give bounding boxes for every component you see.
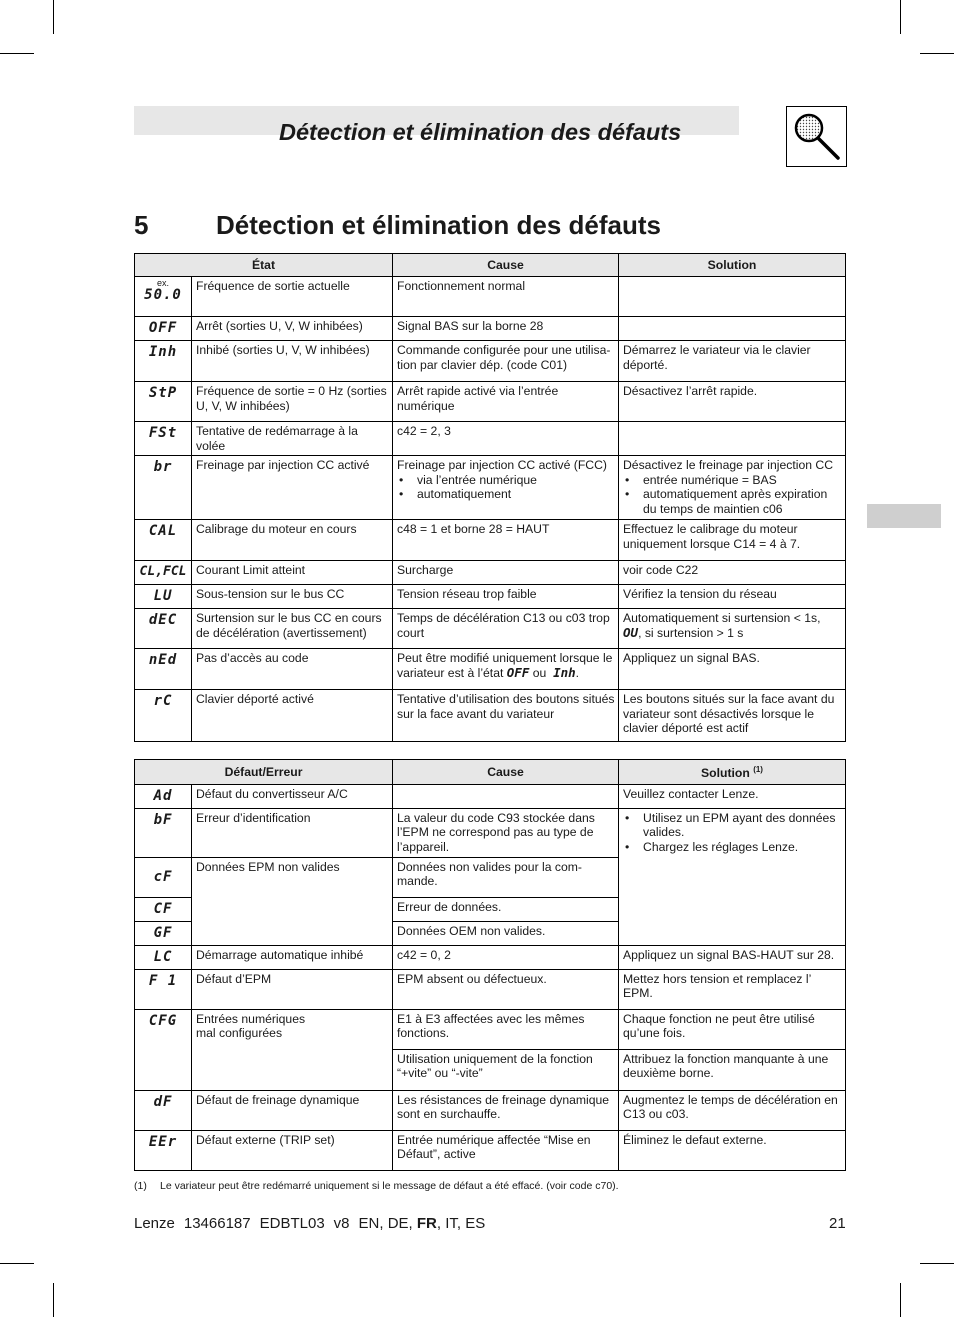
chapter-tab: [867, 504, 941, 528]
table-row: [135, 1090, 846, 1130]
table-row: [135, 649, 846, 690]
table-row: [135, 520, 846, 561]
cause-cell: Temps de décélération C13 ou c03 trop court: [393, 609, 619, 649]
list-item: • Chargez les réglages Lenze.: [623, 840, 842, 855]
table-row: [135, 808, 846, 857]
cause-cell: Tentative d’utilisation des boutons situés sur la face avant du variateur: [393, 690, 619, 742]
solution-cell: Éliminez le defaut externe.: [619, 1130, 846, 1170]
footer-languages-rest: , IT, ES: [436, 1215, 486, 1232]
solution-cell: Les boutons situés sur la face avant du variateur sont désactivés lorsque le clavier déporté est actif: [619, 690, 846, 742]
cause-cell: Les résistances de freinage dynamique sont en surchauffe.: [393, 1090, 619, 1130]
section-title: Détection et élimination des défauts: [216, 210, 661, 240]
solution-cell: Effectuez le calibrage du moteur uniquement lorsque C14 = 4 à 7.: [619, 520, 846, 561]
footer-version: v8: [333, 1215, 350, 1232]
display-code: F 1: [148, 972, 178, 989]
display-code: bF: [153, 811, 173, 828]
crop-mark: [0, 1263, 34, 1264]
column-header-solution: Solution $^{(1)}$: [619, 760, 846, 785]
fault-table: [134, 759, 846, 1171]
display-code: nEd: [148, 652, 178, 669]
state-cell: Clavier déporté activé: [192, 690, 393, 742]
table-row: [135, 690, 846, 742]
solution-cell: Attribuez la fonction manquante à une deuxième borne.: [619, 1049, 846, 1090]
solution-cell: Vérifiez la tension du réseau: [619, 585, 846, 609]
state-cell: Fréquence de sortie actuelle: [192, 277, 393, 317]
display-code: OFF: [506, 664, 530, 680]
table-row: [135, 317, 846, 341]
cause-cell: Utilisation uniquement de la fonction “+vite” ou “-vite”: [393, 1049, 619, 1090]
state-cell: Fréquence de sortie = 0 Hz (sorties U, V, W inhibées): [192, 382, 393, 422]
cause-cell: Fonctionnement normal: [393, 277, 619, 317]
cause-cell: Commande configurée pour une utilisa-tion par clavier dép. (code C01): [393, 341, 619, 382]
crop-mark: [920, 53, 954, 54]
solution-cell: Automatiquement si surtension < 1s, OU, si surtension > 1 s: [619, 609, 846, 649]
fault-cell: Entrées numériques mal configurées: [192, 1009, 393, 1090]
column-header-fault: Défaut/Erreur: [135, 760, 393, 785]
cause-cell: Peut être modifié uniquement lorsque le variateur est à l’état OFF ou Inh.: [393, 649, 619, 690]
column-header-cause: Cause: [393, 760, 619, 785]
cause-cell: [393, 456, 619, 520]
magnifier-icon: [786, 106, 847, 167]
running-header-title: Détection et élimination des défauts: [279, 119, 682, 145]
table-row: [135, 456, 846, 520]
table-row: [135, 784, 846, 808]
state-cell: Tentative de redémarrage à la volée: [192, 422, 393, 456]
solution-list: [623, 811, 842, 855]
table-row: [135, 1009, 846, 1049]
display-code: GF: [153, 924, 173, 941]
cause-cell: La valeur du code C93 stockée dans l’EPM ne correspond pas au type de l’appareil.: [393, 808, 619, 857]
list-item: • Utilisez un EPM ayant des données valides.: [623, 811, 842, 840]
cause-cell: c42 = 0, 2: [393, 945, 619, 969]
display-code: OFF: [148, 320, 178, 336]
cause-cell: E1 à E3 affectées avec les mêmes fonctions.: [393, 1009, 619, 1049]
display-code: Ad: [153, 787, 173, 804]
solution-cell: Augmentez le temps de décélération en C13 ou c03.: [619, 1090, 846, 1130]
solution-cell: Chaque fonction ne peut être utilisé qu’une fois.: [619, 1009, 846, 1049]
fault-cell: Erreur d’identification: [192, 808, 393, 857]
section-number: 5: [134, 210, 149, 240]
solution-cell: Appliquez un signal BAS-HAUT sur 28.: [619, 945, 846, 969]
cause-cell: Données OEM non valides.: [393, 921, 619, 945]
list-item: • entrée numérique = BAS: [623, 473, 842, 488]
footer-doc-number: 13466187: [183, 1215, 251, 1232]
state-cell: Surtension sur le bus CC en cours de décélération (avertissement): [192, 609, 393, 649]
table-row: [135, 382, 846, 422]
solution-cell: [619, 277, 846, 317]
display-code: br: [153, 459, 173, 476]
display-code: OU: [623, 624, 639, 640]
cause-cell: Signal BAS sur la borne 28: [393, 317, 619, 341]
state-cell: Sous-tension sur le bus CC: [192, 585, 393, 609]
fault-cell: Démarrage automatique inhibé: [192, 945, 393, 969]
solution-cell: voir code C22: [619, 561, 846, 585]
solution-cell: [619, 808, 846, 945]
crop-mark: [920, 1263, 954, 1264]
fault-cell: Données EPM non valides: [192, 857, 393, 945]
cause-cell: c42 = 2, 3: [393, 422, 619, 456]
state-cell: Freinage par injection CC activé: [192, 456, 393, 520]
cause-heading: Freinage par injection CC activé (FCC): [397, 458, 607, 473]
display-code: CL,FCL: [139, 564, 187, 580]
footer-doc-code: EDBTL03: [259, 1215, 325, 1232]
state-cell: Inhibé (sorties U, V, W inhibées): [192, 341, 393, 382]
list-item: • automatiquement après expiration du temps de maintien c06: [623, 487, 842, 516]
cause-cell: [393, 784, 619, 808]
display-code: CAL: [148, 523, 178, 540]
display-code: Inh: [553, 664, 576, 680]
column-header-cause: Cause: [393, 254, 619, 277]
table-row: [135, 1130, 846, 1170]
cause-list: [397, 473, 615, 502]
table-row: [135, 609, 846, 649]
display-code: LU: [153, 588, 173, 605]
cause-cell: Erreur de données.: [393, 897, 619, 921]
table-row: [135, 277, 846, 317]
footnote: [134, 1180, 619, 1192]
state-cell: Calibrage du moteur en cours: [192, 520, 393, 561]
table-row: [135, 969, 846, 1009]
solution-cell: Démarrez le variateur via le clavier déporté.: [619, 341, 846, 382]
cause-cell: c48 = 1 et borne 28 = HAUT: [393, 520, 619, 561]
display-code: 50.0: [144, 287, 182, 303]
page-number: 21: [829, 1215, 846, 1232]
page-footer: [134, 1215, 485, 1232]
crop-mark: [53, 0, 54, 34]
footnote-text: Le variateur peut être redémarré uniquement si le message de défaut a été effacé. (voir code c70).: [160, 1180, 619, 1192]
solution-cell: [619, 317, 846, 341]
solution-cell: Appliquez un signal BAS.: [619, 649, 846, 690]
display-code: CFG: [148, 1012, 178, 1029]
display-code: EEr: [148, 1133, 178, 1150]
display-code: CF: [153, 900, 173, 917]
fault-cell: Défaut d’EPM: [192, 969, 393, 1009]
cause-cell: EPM absent ou défectueux.: [393, 969, 619, 1009]
solution-cell: Mettez hors tension et remplacez l’ EPM.: [619, 969, 846, 1009]
state-cell: Arrêt (sorties U, V, W inhibées): [192, 317, 393, 341]
display-code: dF: [153, 1093, 173, 1110]
cause-cell: Entrée numérique affectée “Mise en Défaut”, active: [393, 1130, 619, 1170]
table-row: [135, 561, 846, 585]
list-item: • via l’entrée numérique: [397, 473, 615, 488]
column-header-solution: Solution: [619, 254, 846, 277]
cause-cell: Arrêt rapide activé via l’entrée numérique: [393, 382, 619, 422]
list-item: • automatiquement: [397, 487, 615, 502]
table-row: [135, 585, 846, 609]
table-row: [135, 945, 846, 969]
fault-cell: Défaut externe (TRIP set): [192, 1130, 393, 1170]
cause-cell: Tension réseau trop faible: [393, 585, 619, 609]
state-cell: Courant Limit atteint: [192, 561, 393, 585]
cause-cell: Surcharge: [393, 561, 619, 585]
display-code: cF: [153, 868, 173, 885]
footer-current-language: FR: [416, 1215, 437, 1232]
footnote-ref: (1): [753, 765, 763, 774]
fault-cell: Défaut du convertisseur A/C: [192, 784, 393, 808]
table-row: [135, 422, 846, 456]
state-cell: Pas d’accès au code: [192, 649, 393, 690]
display-code: Inh: [148, 344, 178, 360]
cause-cell: Données non valides pour la com-mande.: [393, 857, 619, 897]
display-code: StP: [148, 385, 178, 401]
column-header-state: État: [135, 254, 393, 277]
fault-cell: Défaut de freinage dynamique: [192, 1090, 393, 1130]
crop-mark: [53, 1283, 54, 1317]
example-label: ex.: [156, 278, 169, 288]
crop-mark: [900, 0, 901, 34]
solution-cell: Veuillez contacter Lenze.: [619, 784, 846, 808]
display-code: FSt: [148, 425, 178, 441]
display-code: LC: [153, 948, 173, 965]
display-code: rC: [153, 693, 173, 710]
status-table: [134, 253, 846, 742]
solution-cell: Désactivez l’arrêt rapide.: [619, 382, 846, 422]
footer-brand: Lenze: [134, 1215, 175, 1232]
display-code: dEC: [148, 612, 178, 629]
crop-mark: [0, 53, 34, 54]
solution-cell: [619, 422, 846, 456]
solution-cell: [619, 456, 846, 520]
solution-heading: Désactivez le freinage par injection CC: [623, 458, 833, 473]
footer-languages: EN, DE,: [358, 1215, 413, 1232]
table-row: [135, 341, 846, 382]
crop-mark: [900, 1283, 901, 1317]
solution-list: [623, 473, 842, 517]
footnote-number: (1): [134, 1180, 147, 1192]
